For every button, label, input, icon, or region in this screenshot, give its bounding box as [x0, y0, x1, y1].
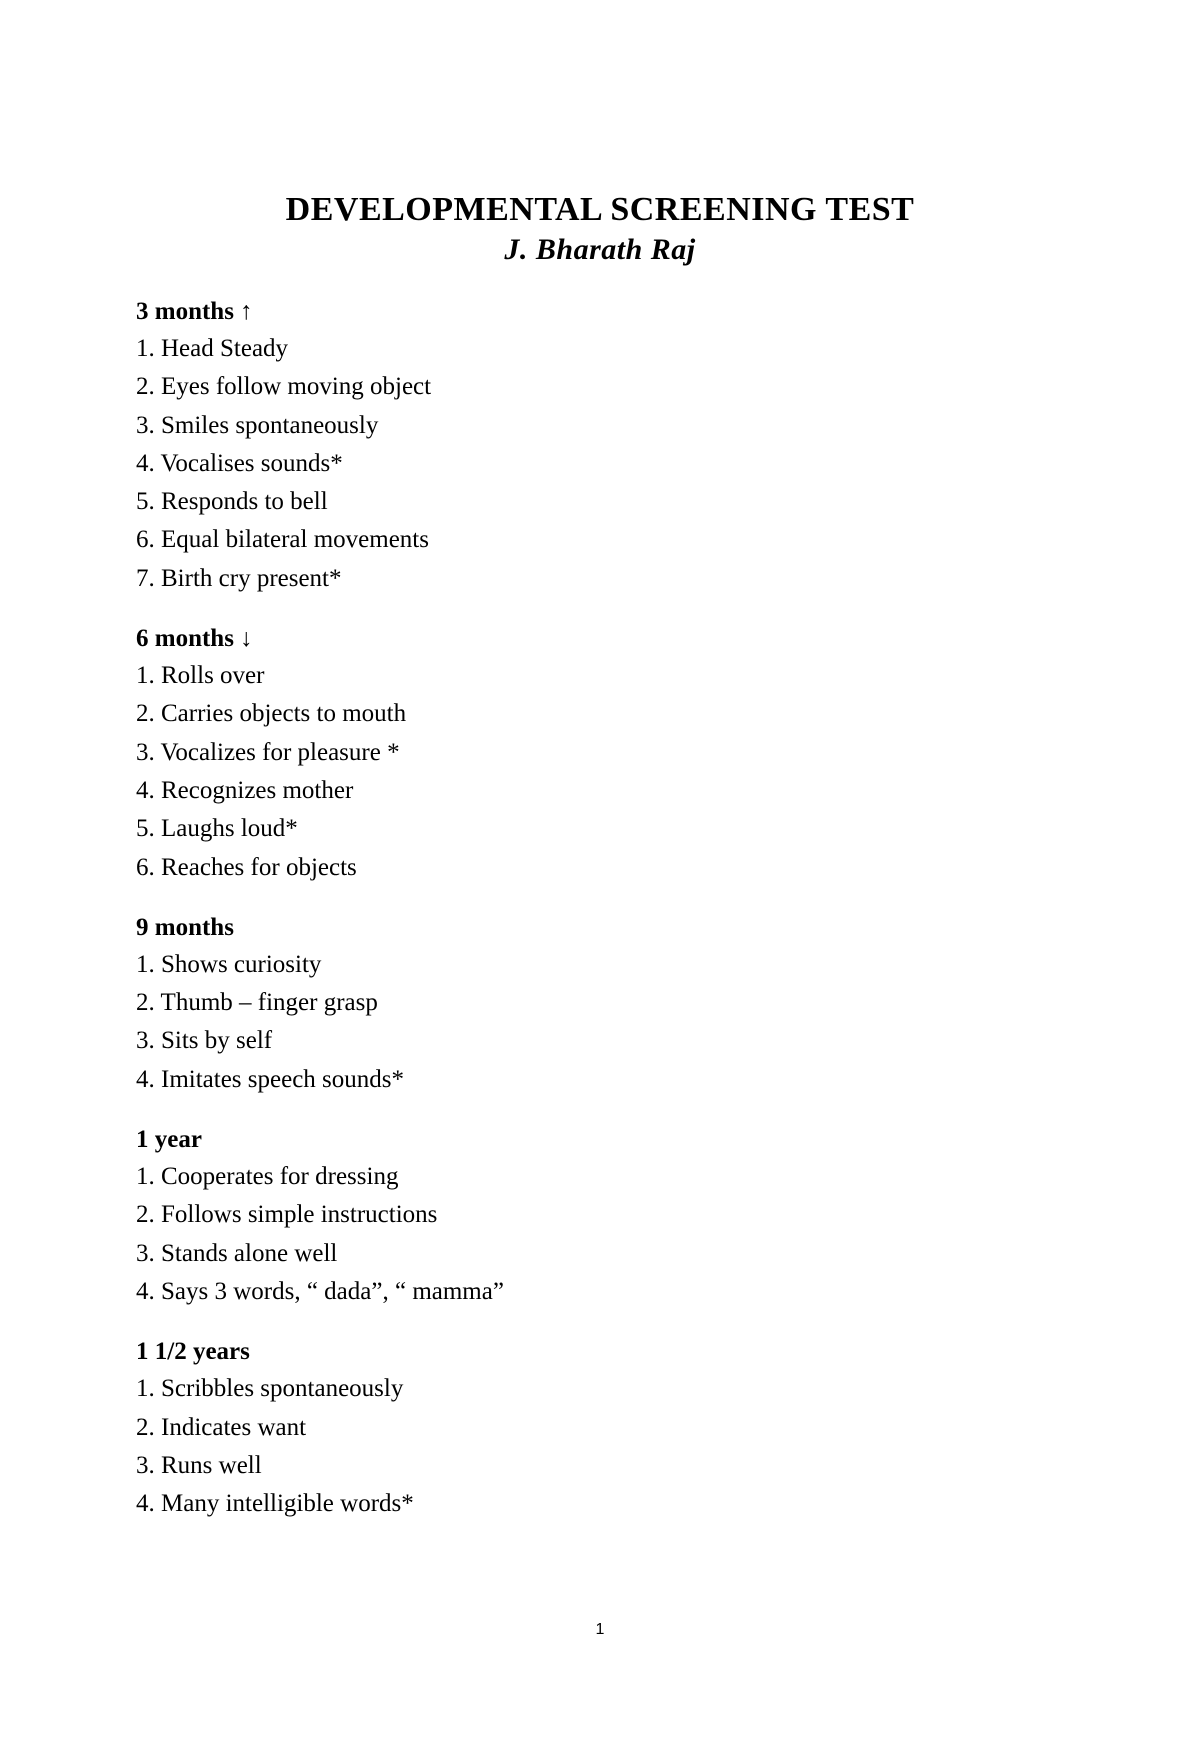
section-9-months — [136, 912, 1036, 1099]
list-item: 2. Carries objects to mouth — [136, 700, 407, 728]
list-item: 2. Thumb – finger grasp — [136, 989, 378, 1017]
list-item: 1. Rolls over — [136, 662, 265, 690]
document-author: J. Bharath Raj — [504, 233, 696, 266]
section-heading: 6 months ↓ — [136, 625, 253, 653]
section-heading: 1 year — [136, 1126, 202, 1154]
document-title: DEVELOPMENTAL SCREENING TEST — [285, 191, 915, 228]
list-item: 2. Eyes follow moving object — [136, 373, 432, 401]
list-item: 4. Recognizes mother — [136, 776, 354, 804]
list-item: 4. Many intelligible words* — [136, 1490, 414, 1518]
list-item: 4. Vocalises sounds* — [136, 449, 343, 477]
list-item: 7. Birth cry present* — [136, 564, 342, 592]
section-6-months — [136, 623, 1036, 887]
list-item: 5. Laughs loud* — [136, 815, 298, 843]
list-item: 1. Shows curiosity — [136, 950, 322, 978]
list-item: 2. Follows simple instructions — [136, 1201, 438, 1229]
list-item: 1. Cooperates for dressing — [136, 1163, 399, 1191]
list-item: 5. Responds to bell — [136, 488, 328, 516]
list-item: 1. Scribbles spontaneously — [136, 1375, 404, 1403]
list-item: 3. Runs well — [136, 1451, 262, 1479]
milestone-list — [136, 657, 1036, 887]
milestone-list — [136, 1370, 1036, 1523]
page-number: 1 — [595, 1621, 605, 1638]
list-item: 4. Imitates speech sounds* — [136, 1065, 405, 1093]
list-item: 3. Stands alone well — [136, 1239, 338, 1267]
list-item: 3. Smiles spontaneously — [136, 411, 379, 439]
list-item: 3. Sits by self — [136, 1027, 273, 1055]
section-1-year — [136, 1124, 1036, 1311]
section-heading: 3 months ↑ — [136, 298, 253, 325]
section-heading: 9 months — [136, 913, 234, 941]
list-item: 6. Equal bilateral movements — [136, 526, 429, 554]
list-item: 2. Indicates want — [136, 1413, 307, 1441]
list-item: 3. Vocalizes for pleasure * — [136, 738, 400, 766]
document-body — [136, 296, 1036, 1548]
section-heading: 1 1/2 years — [136, 1338, 250, 1366]
section-1-half-years — [136, 1336, 1036, 1523]
list-item: 4. Says 3 words, “ dada”, “ mamma” — [136, 1277, 504, 1305]
list-item: 1. Head Steady — [136, 335, 289, 362]
list-item: 6. Reaches for objects — [136, 853, 357, 881]
section-3-months — [136, 296, 1036, 598]
milestone-list — [136, 330, 1036, 598]
milestone-list — [136, 946, 1036, 1099]
milestone-list — [136, 1158, 1036, 1311]
